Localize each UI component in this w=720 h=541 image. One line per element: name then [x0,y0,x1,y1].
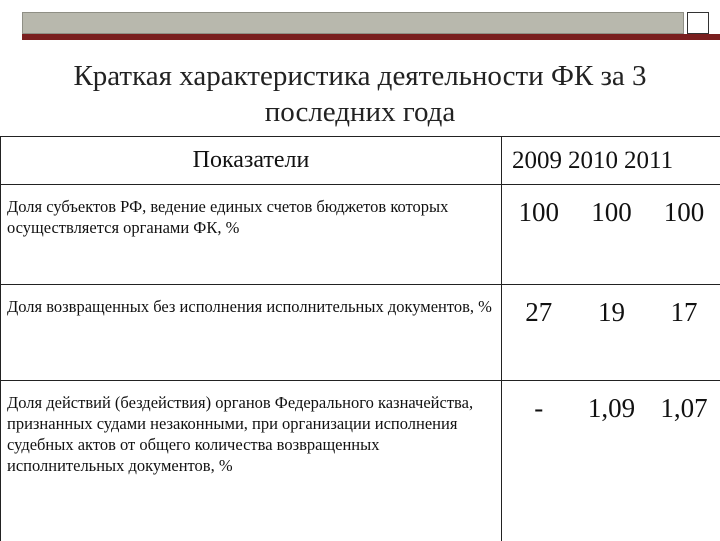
row-value-2011: 1,07 [648,381,720,541]
row-indicator: Доля возвращенных без исполнения исполнительных документов, % [1,285,502,381]
header-year-2009: 2009 [512,147,562,174]
row-value-2011: 100 [648,185,720,285]
row-value-2009: 27 [502,285,576,381]
header-year-2010: 2010 [568,147,618,174]
slide-title-line-2: последних года [0,94,720,130]
slide-title-line-1: Краткая характеристика деятельности ФК за 3 [0,58,720,94]
table-header-row [1,137,720,185]
row-value-2011: 17 [648,285,720,381]
header-indicator: Показатели [1,137,502,185]
table-row [1,381,720,541]
row-indicator: Доля действий (бездействия) органов Федерального казначейства, признанных судами незаконными, при организации исполнения судебных актов от общего количества возвращенных исполнительных документов, % [1,381,502,541]
row-indicator: Доля субъектов РФ, ведение единых счетов бюджетов которых осуществляется органами ФК, % [1,185,502,285]
table-row [1,285,720,381]
slide-title [0,58,720,130]
indicators-table [0,136,720,541]
header-accent-rule [22,34,720,40]
header-band [22,12,684,34]
header-year-2011: 2011 [624,147,673,174]
table-row [1,185,720,285]
row-value-2009: - [502,381,576,541]
header-square-icon [687,12,709,34]
row-value-2010: 1,09 [576,381,648,541]
header-years [502,137,720,185]
row-value-2010: 100 [576,185,648,285]
row-value-2010: 19 [576,285,648,381]
row-value-2009: 100 [502,185,576,285]
